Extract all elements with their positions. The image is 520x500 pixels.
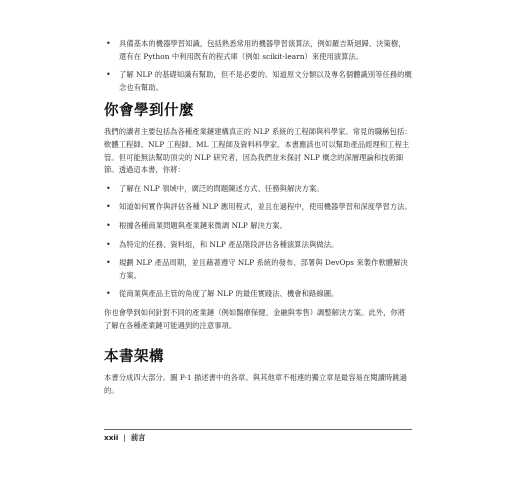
learning-bullet-list (104, 183, 412, 301)
page-footer (104, 429, 412, 443)
bullet-icon: • (106, 183, 111, 193)
page-number: xxii (104, 433, 119, 442)
bullet-icon: • (106, 70, 111, 80)
section-heading: 本書架構 (104, 349, 164, 366)
list-item-text: 具備基本的機器學習知識，包括熟悉常用的機器學習演算法，例如羅吉斯迴歸、決策樹，還有在 Python 中利用既有的程式庫（例如 scikit-learn）來使用演算法。 (119, 39, 406, 61)
section-outro-paragraph: 你也會學到如何針對不同的產業鏈（例如醫療保健、金融與零售）調整解決方案。此外，你將了解在各種產業鏈可能遇到的注意事項。 (104, 307, 406, 330)
list-item-text: 了解 NLP 的基礎知識有幫助，但不是必要的。知道原文分類以及專名個體識別等任務的概念也有幫助。 (119, 70, 412, 92)
list-item-text: 為特定的任務、資料組，和 NLP 產品階段評估各種演算法與做法。 (119, 239, 339, 249)
bullet-icon: • (106, 239, 111, 249)
section-intro-paragraph: 我們的讀者主要包括為各種產業鏈建構真正的 NLP 系統的工程師與科學家。常見的職稱包括：軟體工程師、NLP 工程師、ML 工程師及資料科學家。本書應該也可以幫助產品經理和工程主管。但可能無法幫助頂尖的 NLP 研究者，因為我們並未探討 NLP 概念的深層理論和技術細節。透過這本書，你將： (104, 127, 412, 175)
list-item (104, 69, 412, 94)
list-item-text: 知道如何實作與評估各種 NLP 應用程式，並且在過程中，使用機器學習和深度學習方法。 (119, 202, 412, 212)
bullet-icon: • (106, 289, 111, 299)
list-item (104, 239, 412, 252)
section-heading: 你會學到什麼 (104, 103, 194, 120)
list-item (104, 201, 412, 214)
chapter-name: 前言 (130, 433, 146, 442)
page-body (104, 38, 412, 403)
list-item-text: 了解在 NLP 領域中，廣泛的問題陳述方式、任務與解決方案。 (119, 183, 324, 193)
list-item-text: 從商業與產品主管的角度了解 NLP 的最佳實踐法、機會和路線圖。 (119, 289, 339, 299)
bullet-icon: • (106, 202, 111, 212)
list-item (104, 257, 412, 282)
bullet-icon: • (106, 39, 111, 48)
list-item (104, 38, 412, 63)
section-body-paragraph: 本書分成四大部分。圖 P-1 描述書中的各章。與其他章不相連的獨立章是最容易在閱讀時跳過的。 (104, 373, 408, 395)
bullet-icon: • (106, 220, 111, 230)
list-item (104, 288, 412, 301)
list-item-text: 規劃 NLP 產品周期，並且藉著遵守 NLP 系統的發布、部署與 DevOps 來製作軟體解決方案。 (119, 258, 408, 280)
bullet-icon: • (106, 258, 111, 268)
list-item-text: 根據各種商業問題與產業鏈來微調 NLP 解決方案。 (119, 220, 287, 230)
list-item (104, 220, 412, 233)
top-bullet-list (104, 38, 412, 94)
list-item (104, 183, 412, 196)
footer-separator: | (123, 433, 126, 442)
